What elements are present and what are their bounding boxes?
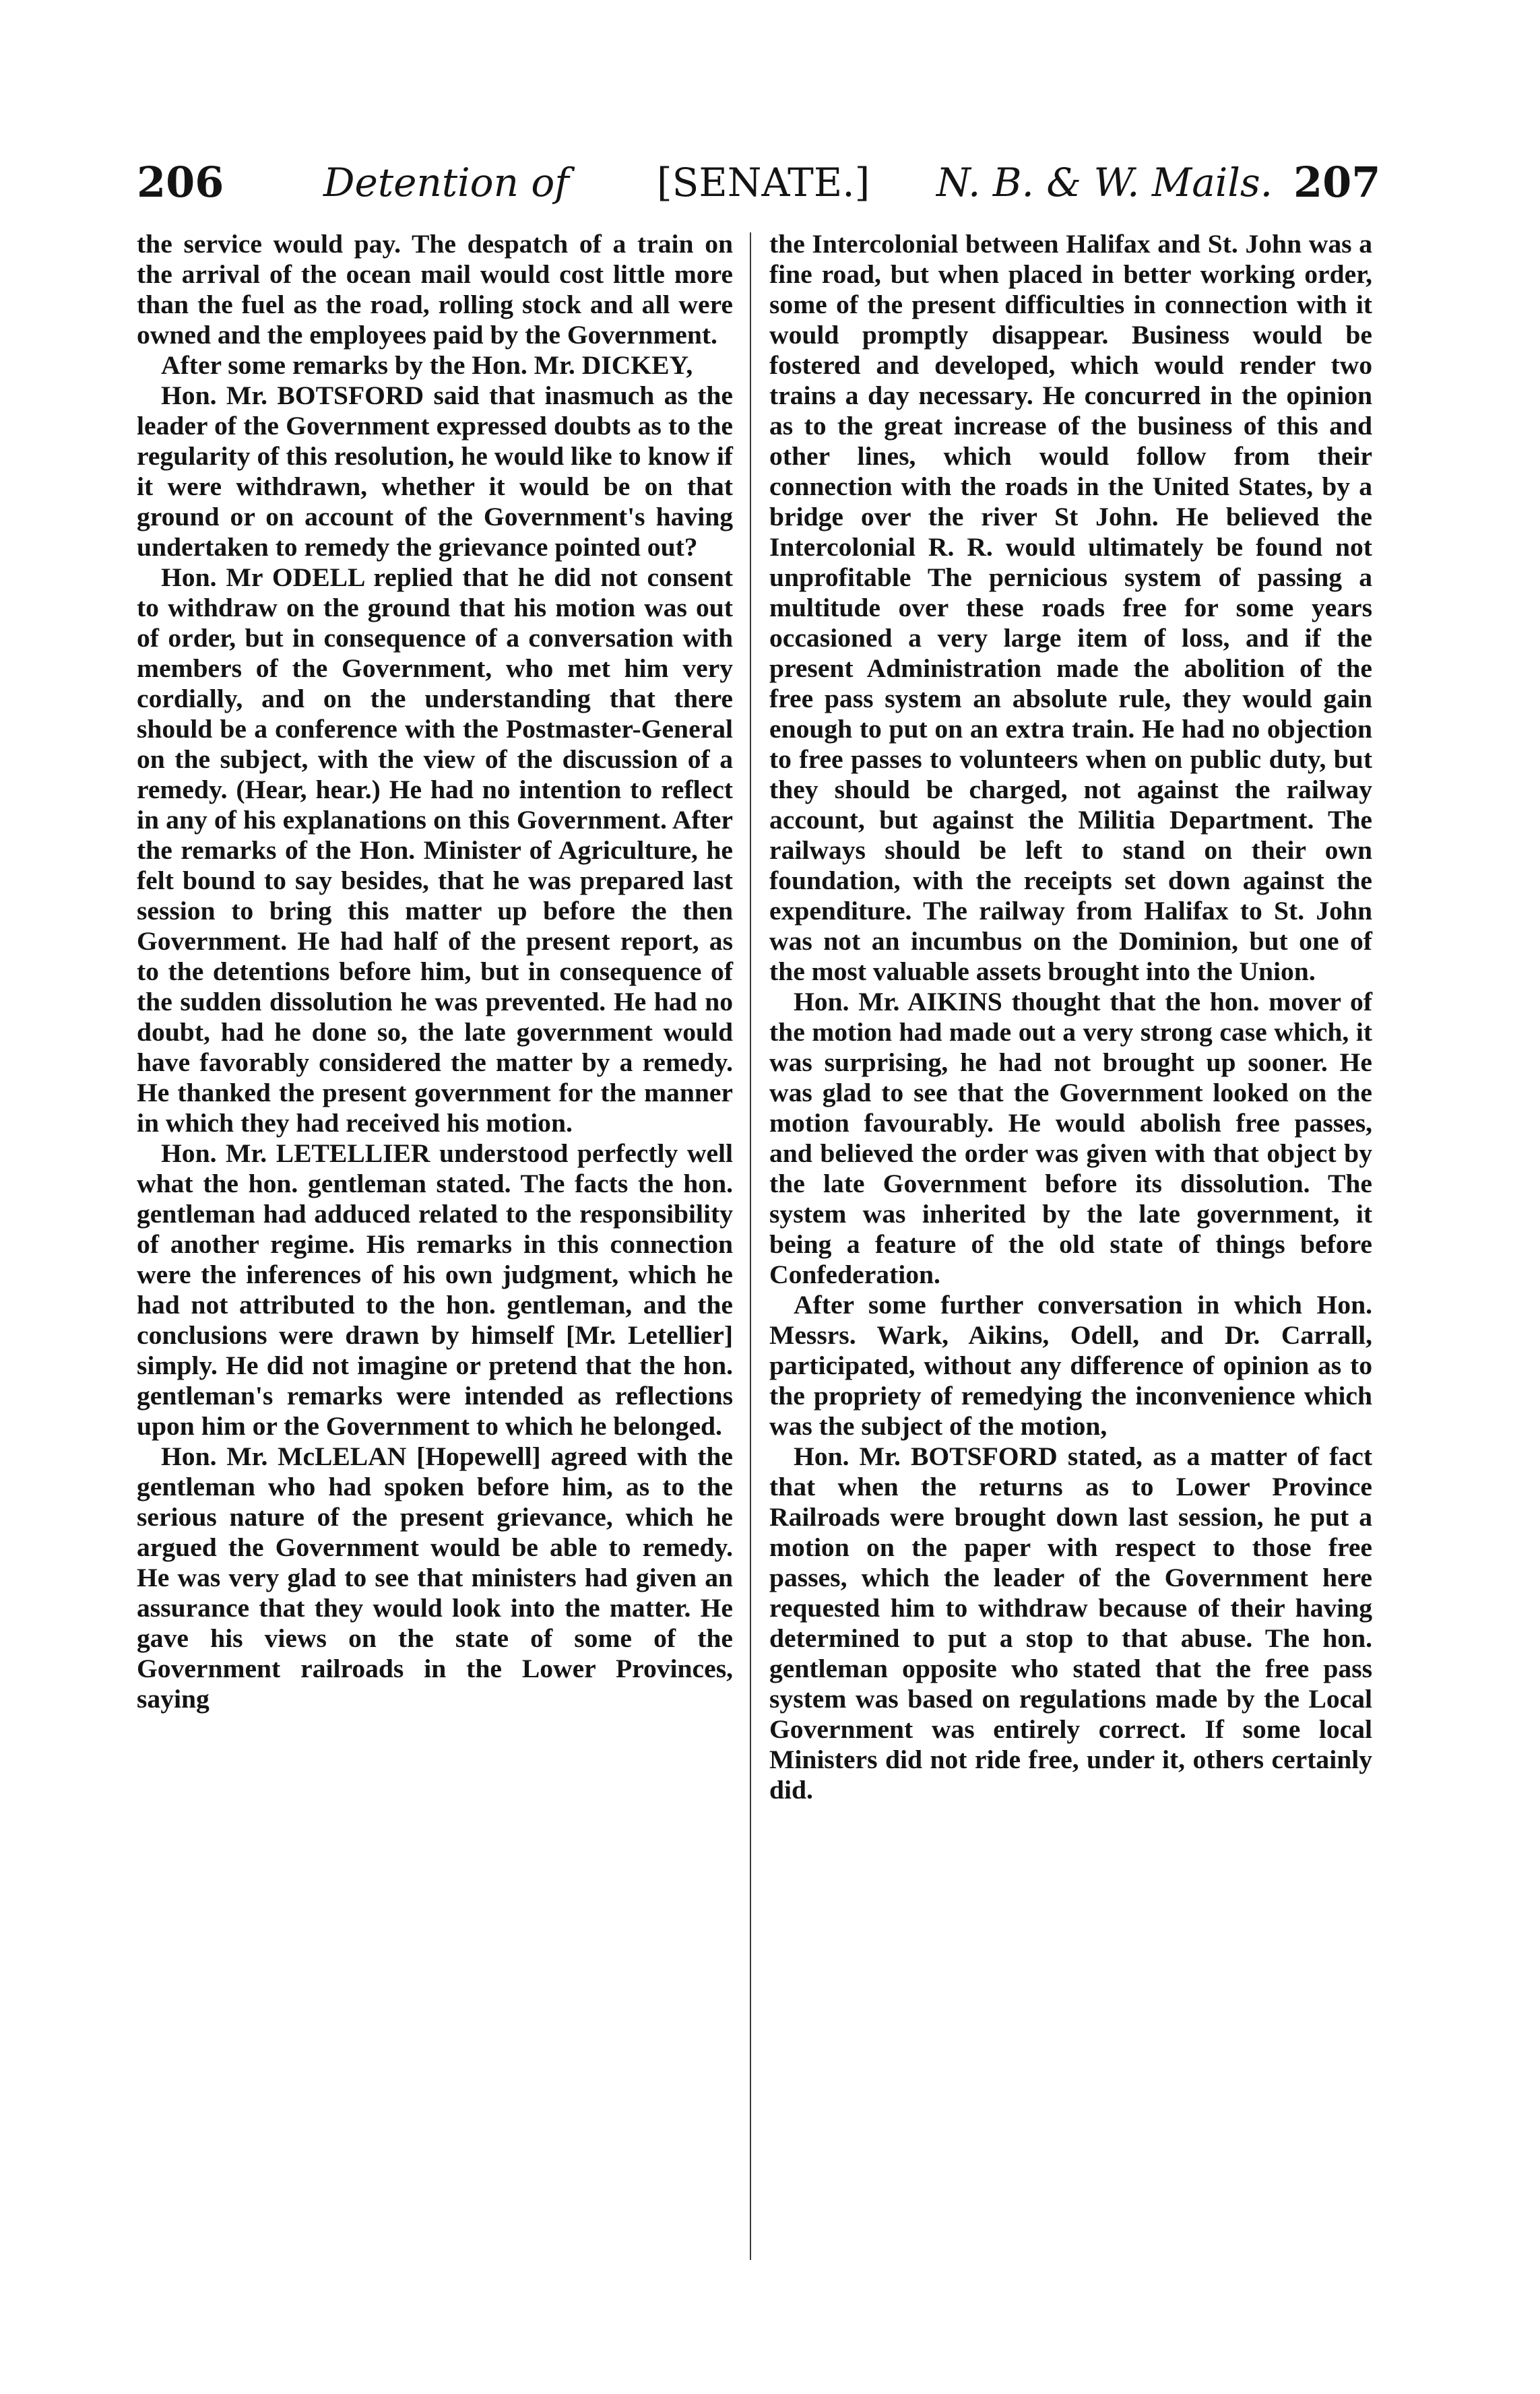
paragraph: Hon. Mr. LETELLIER understood perfectly well what the hon. gentleman stated. The facts the hon. gentleman had adduced related to the responsibility of another regime. His remarks in this connection were the inferences of his own judgment, which he had not attributed to the hon. gentleman, and the conclusions were drawn by himself [Mr. Letellier] simply. He did not imagine or pretend that the hon. gentleman's remarks were intended as reflections upon him or the Government to which he belonged. [137,1138,733,1441]
paragraph: Hon. Mr. BOTSFORD stated, as a matter of fact that when the returns as to Lower Province Railroads were brought down last session, he put a motion on the paper with respect to those free passes, which the leader of the Government here requested him to withdraw because of their having determined to put a stop to that abuse. The hon. gentleman opposite who stated that the free pass system was based on regulations made by the Local Government was entirely correct. If some local Ministers did not ride free, under it, others certainly did. [769,1442,1372,1805]
section-label: [SENATE.] [657,160,870,205]
right-column [769,229,1372,1805]
left-column [137,229,733,1714]
paragraph: Hon. Mr. AIKINS thought that the hon. mover of the motion had made out a very strong case which, it was surprising, he had not brought up sooner. He was glad to see that the Government looked on the motion favourably. He would abolish free passes, and believed the order was given with that object by the late Government before its dissolution. The system was inherited by the late government, it being a feature of the old state of things before Confederation. [769,987,1372,1289]
paragraph: After some further conversation in which Hon. Messrs. Wark, Aikins, Odell, and Dr. Carrall, participated, without any difference of opinion as to the propriety of remedying the inconvenience which was the subject of the motion, [769,1290,1372,1441]
paragraph: Hon. Mr ODELL replied that he did not consent to withdraw on the ground that his motion was out of order, but in consequence of a conversation with members of the Government, who met him very cordially, and on the understanding that there should be a conference with the Postmaster-General on the subject, with the view of the discussion of a remedy. (Hear, hear.) He had no intention to reflect in any of his explanations on this Government. After the remarks of the Hon. Minister of Agriculture, he felt bound to say besides, that he was prepared last session to bring this matter up before the then Government. He had half of the present report, as to the detentions before him, but in consequence of the sudden dissolution he was prevented. He had no doubt, had he done so, the late government would have favorably considered the matter by a remedy. He thanked the present government for the manner in which they had received his motion. [137,562,733,1138]
page-header [0,152,1540,213]
paragraph: the Intercolonial between Halifax and St. John was a fine road, but when placed in better working order, some of the present difficulties in connection with it would promptly disappear. Business would be fostered and developed, which would render two trains a day necessary. He concurred in the opinion as to the great increase of the business of this and other lines, which would follow from their connection with the roads in the United States, by a bridge over the river St John. He believed the Intercolonial R. R. would ultimately be found not unprofitable The pernicious system of passing a multitude over these roads free for some years occasioned a very large item of loss, and if the present Administration made the abolition of the free pass system an absolute rule, they would gain enough to put on an extra train. He had no objection to free passes to volunteers when on public duty, but they should be charged, not against the railway account, but against the Militia Department. The railways should be left to stand on their own foundation, with the receipts set down against the expenditure. The railway from Halifax to St. John was not an incumbus on the Dominion, but one of the most valuable assets brought into the Union. [769,229,1372,986]
left-page-number: 206 [137,158,224,207]
paragraph: Hon. Mr. McLELAN [Hopewell] agreed with the gentleman who had spoken before him, as to the serious nature of the present grievance, which he argued the Government would be able to remedy. He was very glad to see that ministers had given an assurance that they would look into the matter. He gave his views on the state of some of the Government railroads in the Lower Provinces, saying [137,1442,733,1714]
right-running-title: N. B. & W. Mails. [936,160,1273,205]
left-running-title: Detention of [323,160,569,205]
paragraph: the service would pay. The despatch of a train on the arrival of the ocean mail would cost little more than the fuel as the road, rolling stock and all were owned and the employees paid by the Government. [137,229,733,350]
right-page-number: 207 [1293,158,1381,207]
column-divider [750,232,751,2260]
paragraph: After some remarks by the Hon. Mr. DICKEY, [161,350,693,380]
paragraph: Hon. Mr. BOTSFORD said that inasmuch as the leader of the Government expressed doubts as to the regularity of this resolution, he would like to know if it were withdrawn, whether it would be on that ground or on account of the Government's having undertaken to remedy the grievance pointed out? [137,381,733,562]
